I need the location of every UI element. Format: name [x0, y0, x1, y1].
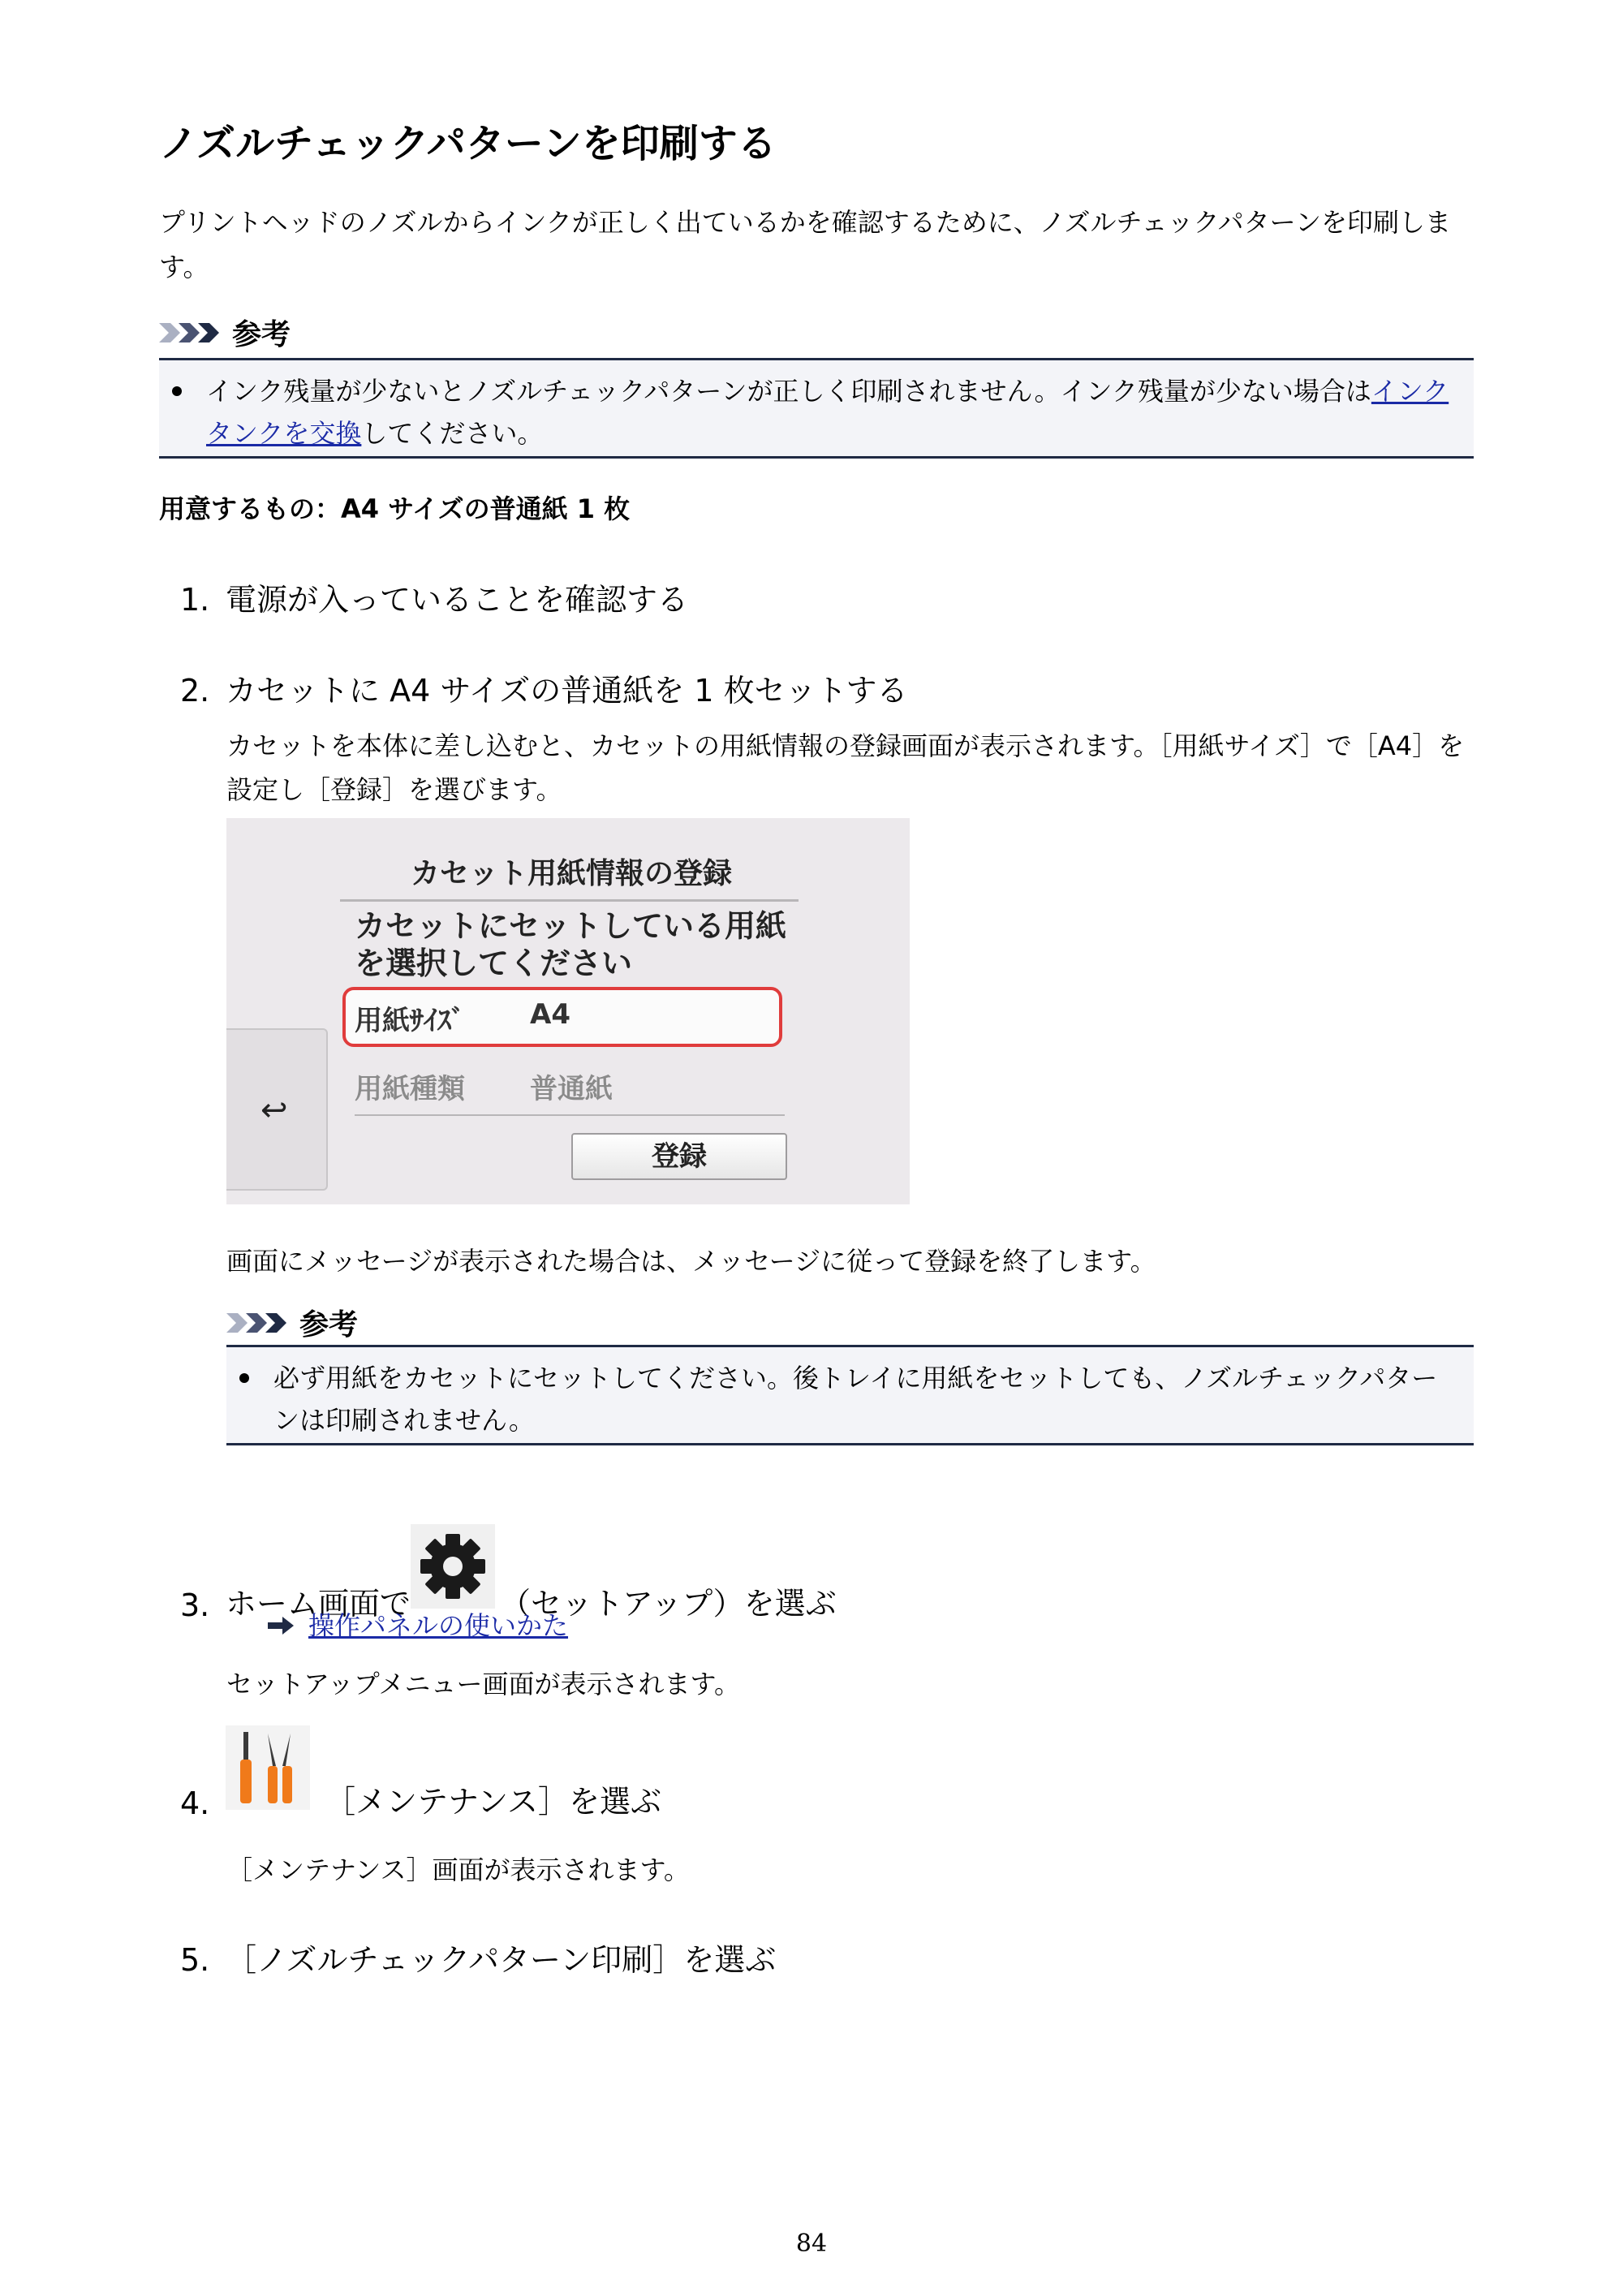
cassette-paper-register-screen: [226, 818, 910, 1204]
divider: [355, 1114, 785, 1116]
preparation-label: 用意するもの：A4 サイズの普通紙 1 枚: [159, 493, 631, 524]
step-description: ［メンテナンス］画面が表示されます。: [226, 1854, 690, 1885]
screen-title: カセット用紙情報の登録: [410, 857, 732, 890]
page-number: 84: [795, 2229, 828, 2258]
step-number: 3.: [180, 1587, 210, 1623]
reference-link-row: [268, 1604, 568, 1648]
step-description: セットアップメニュー画面が表示されます。: [226, 1669, 740, 1699]
note-item: 必ず用紙をカセットにセットしてください。後トレイに用紙をセットしても、ノズルチェックパターンは印刷されません。: [273, 1357, 1474, 1441]
note-heading: [226, 1302, 358, 1343]
note-arrows-icon: [159, 318, 224, 347]
step-number: 4.: [180, 1786, 210, 1821]
screen-message: [355, 907, 786, 982]
step-number: 1.: [180, 582, 210, 618]
note-box: [159, 358, 1474, 459]
step-1: [180, 575, 688, 619]
control-panel-usage-link[interactable]: 操作パネルの使いかた: [308, 1610, 569, 1641]
note-heading-label: 参考: [232, 318, 291, 351]
paper-type-label: 用紙種類: [355, 1073, 465, 1105]
note-item: [206, 370, 1474, 454]
step-5: [180, 1935, 776, 1979]
paper-type-value: 普通紙: [530, 1073, 613, 1105]
step-title-part: ホーム画面で: [226, 1586, 411, 1622]
step-title: カセットに A4 サイズの普通紙を 1 枚セットする: [226, 673, 908, 709]
arrow-right-icon: [268, 1615, 295, 1636]
step-title-part: （セットアップ）を選ぶ: [500, 1586, 837, 1622]
note-item-text-end: してください。: [361, 418, 544, 449]
step-note-text: 画面にメッセージが表示された場合は、メッセージに従って登録を終了します。: [226, 1246, 1156, 1277]
back-button: [226, 1028, 328, 1191]
step-number: 2.: [180, 673, 210, 709]
step-title: ［ノズルチェックパターン印刷］を選ぶ: [226, 1942, 777, 1978]
paper-size-value: A4: [530, 998, 570, 1031]
note-heading-label: 参考: [299, 1308, 359, 1342]
step-4: [180, 1737, 661, 1821]
intro-text: プリントヘッドのノズルからインクが正しく出ているかを確認するために、ノズルチェックパターンを印刷します。: [159, 207, 1452, 282]
message-line: カセットにセットしている用紙: [355, 908, 787, 944]
step-title: ［メンテナンス］を選ぶ: [325, 1784, 661, 1820]
note-box: [226, 1345, 1474, 1445]
register-button: 登録: [571, 1133, 787, 1180]
back-icon: ↩: [260, 1092, 288, 1129]
setup-gear-icon: [411, 1524, 495, 1609]
step-number: 5.: [180, 1942, 210, 1978]
step-title: 電源が入っていることを確認する: [226, 582, 689, 618]
step-2: [180, 666, 908, 710]
note-heading: [159, 312, 291, 353]
page-title: ノズルチェックパターンを印刷する: [159, 121, 777, 166]
step-description: カセットを本体に差し込むと、カセットの用紙情報の登録画面が表示されます。［用紙サイズ］で［A4］を設定し［登録］を選びます。: [226, 730, 1465, 805]
message-line: を選択してください: [355, 946, 633, 981]
maintenance-tools-icon: [226, 1725, 310, 1810]
divider: [340, 899, 799, 902]
paper-size-label: 用紙ｻｲｽﾞ: [355, 1005, 465, 1037]
note-item-text: インク残量が少ないとノズルチェックパターンが正しく印刷されません。インク残量が少ない場合は: [206, 376, 1371, 407]
replace-ink-tank-link[interactable]: インクタンクを交換: [206, 376, 1449, 449]
note-arrows-icon: [226, 1308, 291, 1338]
